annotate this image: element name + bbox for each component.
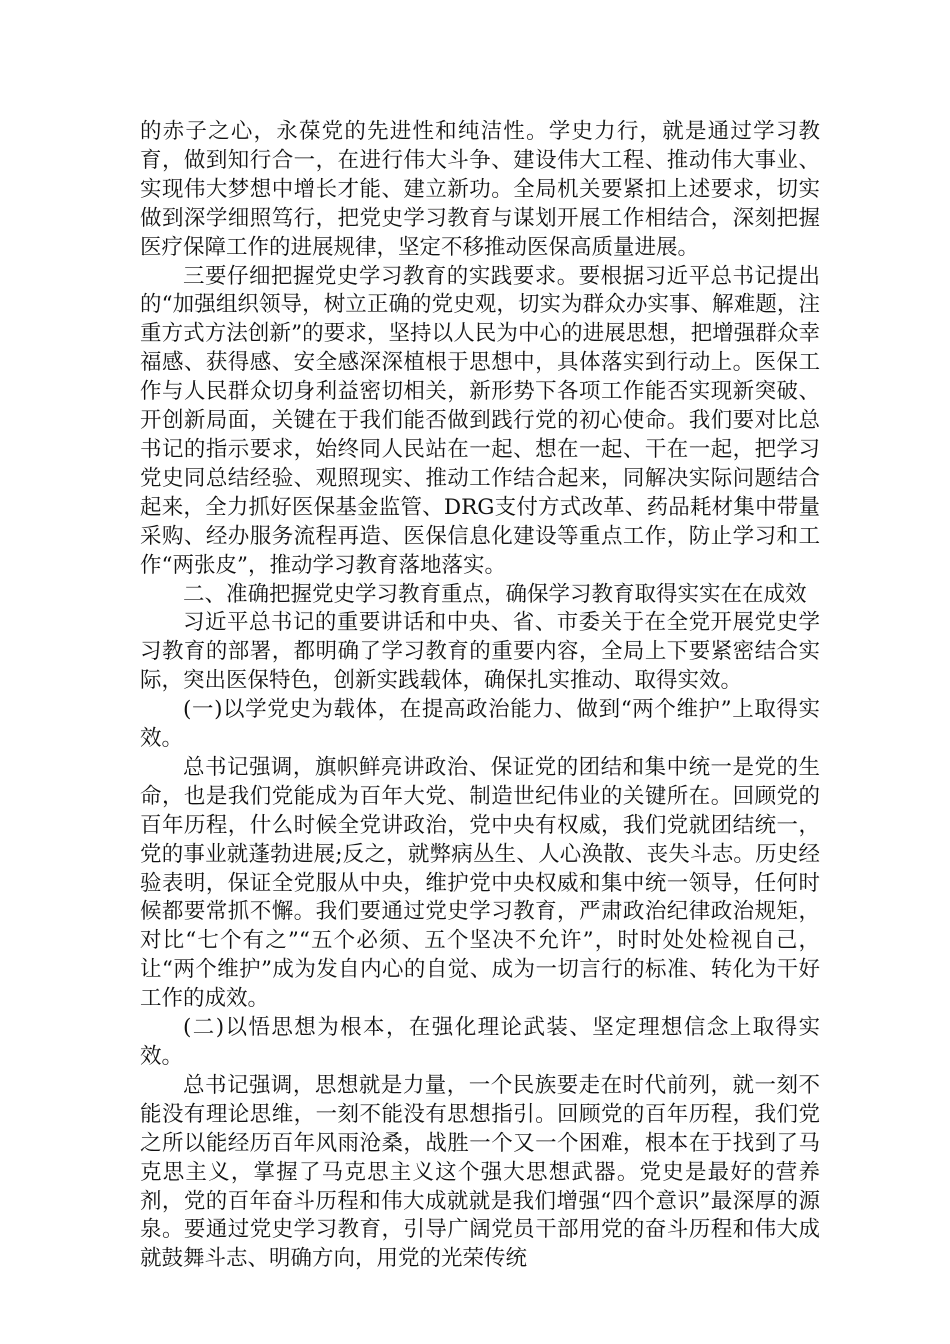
- subheading-two: (二)以悟思想为根本，在强化理论武装、坚定理想信念上取得实效。: [140, 1015, 820, 1069]
- paragraph-continuation: 的赤子之心，永葆党的先进性和纯洁性。学史力行，就是通过学习教育，做到知行合一，在进行伟大斗争、建设伟大工程、推动伟大事业、实现伟大梦想中增长才能、建立新功。全局机关要紧扣上述要求，切实做到深学细照笃行，把党史学习教育与谋划开展工作相结合，深刻把握医疗保障工作的进展规律，坚定不移推动医保高质量进展。: [140, 119, 820, 260]
- paragraph-section-intro: 习近平总书记的重要讲话和中央、省、市委关于在全党开展党史学习教育的部署，都明确了学习教育的重要内容，全局上下要紧密结合实际，突出医保特色，创新实践载体，确保扎实推动、取得实效。: [140, 610, 820, 694]
- subheading-one: (一)以学党史为载体，在提高政治能力、做到“两个维护”上取得实效。: [140, 697, 820, 752]
- paragraph-politics: 总书记强调，旗帜鲜亮讲政治、保证党的团结和集中统一是党的生命，也是我们党能成为百年大党、制造世纪伟业的关键所在。回顾党的百年历程，什么时候全党讲政治，党中央有权威，我们党就团结统一，党的事业就蓬勃进展;反之，就弊病丛生、人心涣散、丧失斗志。历史经验表明，保证全党服从中央，维护党中央权威和集中统一领导，任何时候都要常抓不懈。我们要通过党史学习教育，严肃政治纪律政治规矩，对比“七个有之”“五个必须、五个坚决不允许”，时时处处检视自己，让“两个维护”成为发自内心的自觉、成为一切言行的标准、转化为干好工作的成效。: [140, 754, 820, 1012]
- document-page: [140, 118, 820, 1274]
- paragraph-practice-requirements: 三要仔细把握党史学习教育的实践要求。要根据习近平总书记提出的“加强组织领导，树立正确的党史观，切实为群众办实事、解难题，注重方式方法创新”的要求，坚持以人民为中心的进展思想，把增强群众幸福感、获得感、安全感深深植根于思想中，具体落实到行动上。医保工作与人民群众切身利益密切相关，新形势下各项工作能否实现新突破、开创新局面，关键在于我们能否做到践行党的初心使命。我们要对比总书记的指示要求，始终同人民站在一起、想在一起、干在一起，把学习党史同总结经验、观照现实、推动工作结合起来，同解决实际问题结合起来，全力抓好医保基金监管、DRG支付方式改革、药品耗材集中带量采购、经办服务流程再造、医保信息化建设等重点工作，防止学习和工作“两张皮”，推动学习教育落地落实。: [140, 263, 820, 578]
- section-heading-two: 二、准确把握党史学习教育重点，确保学习教育取得实实在在成效: [183, 581, 807, 607]
- paragraph-thought: 总书记强调，思想就是力量，一个民族要走在时代前列，就一刻不能没有理论思维，一刻不能没有思想指引。回顾党的百年历程，我们党之所以能经历百年风雨沧桑，战胜一个又一个困难，根本在于找到了马克思主义，掌握了马克思主义这个强大思想武器。党史是最好的营养剂，党的百年奋斗历程和伟大成就就是我们增强“四个意识”最深厚的源泉。要通过党史学习教育，引导广阔党员干部用党的奋斗历程和伟大成就鼓舞斗志、明确方向，用党的光荣传统: [140, 1072, 820, 1272]
